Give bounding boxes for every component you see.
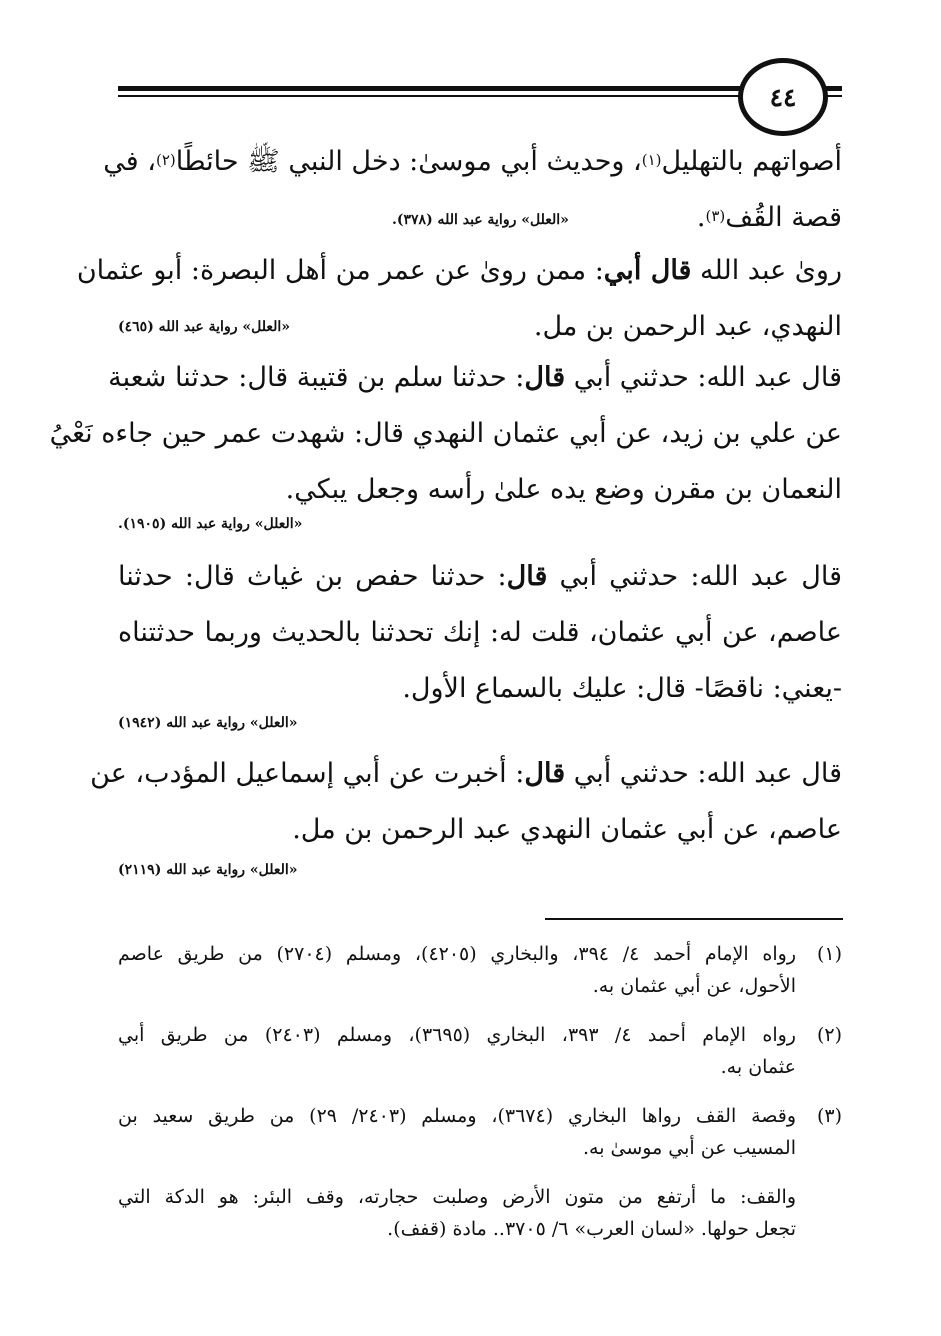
header-rule [118, 86, 748, 91]
paragraph-5 [90, 746, 842, 858]
text-line: قال عبد الله: حدثني أبي قال: حدثنا سلم بن قتيبة قال: حدثنا شعبة [108, 362, 842, 393]
text-line: أصواتهم بالتهليل$^{(١)}$، وحديث أبي موسىٰ: دخل النبي ﷺ حائطًا$^{(٢)}$، في [103, 146, 842, 177]
text-line: قصة القُف$^{(٣)}$. [696, 202, 842, 233]
paragraph-2 [76, 243, 842, 355]
footnote-line: وقصة القف رواها البخاري (٣٦٧٤)، ومسلم (٢٤٠٣/ ٢٩) من طريق سعيد بن [118, 1105, 796, 1127]
footnote-line: والقف: ما أرتفع من متون الأرض وصلبت حجارته، وقف البئر: هو الدكة التي [118, 1186, 796, 1208]
footnote-3-continuation [118, 1181, 842, 1245]
footnote-line: رواه الإمام أحمد ٤/ ٣٩٣، البخاري (٣٦٩٥)، ومسلم (٢٤٠٣) من طريق أبي [118, 1024, 796, 1046]
paragraph-4 [118, 549, 842, 717]
paragraph-3 [49, 350, 842, 518]
footnote-2 [118, 1019, 842, 1083]
text-line: عن علي بن زيد، عن أبي عثمان النهدي قال: شهدت عمر حين جاءه نَعْيُ [49, 418, 842, 449]
footnote-1 [118, 938, 842, 1002]
footnote-3 [118, 1100, 842, 1164]
text-line: قال عبد الله: حدثني أبي قال: حدثنا حفص بن غياث قال: حدثنا [118, 561, 842, 592]
footnote-line: عثمان به. [720, 1056, 796, 1078]
footnote-line: تجعل حولها. «لسان العرب» ٦/ ٣٧٠٥.. مادة (قفف). [387, 1218, 796, 1240]
text-line: رویٰ عبد الله قال أبي: ممن رویٰ عن عمر من أهل البصرة: أبو عثمان [76, 255, 842, 286]
footnote-line: الأحول، عن أبي عثمان به. [592, 975, 796, 997]
text-line: عاصم، عن أبي عثمان، قلت له: إنك تحدثنا بالحديث وربما حدثتناه [118, 617, 842, 648]
footnote-line: رواه الإمام أحمد ٤/ ٣٩٤، والبخاري (٤٢٠٥)، ومسلم (٢٧٠٤) من طريق عاصم [118, 943, 797, 965]
footnote-separator [545, 918, 843, 920]
text-line: النهدي، عبد الرحمن بن مل. [533, 311, 842, 342]
source-citation: «العلل» رواية عبد الله (٣٧٨). [392, 212, 569, 228]
source-citation: «العلل» رواية عبد الله (١٩٤٢) [118, 715, 298, 731]
source-citation: «العلل» رواية عبد الله (٤٦٥) [118, 319, 290, 335]
footnote-number: (١) [816, 943, 842, 965]
header-rule-thin [118, 95, 748, 97]
text-line: -يعني: ناقصًا- قال: عليك بالسماع الأول. [402, 673, 842, 704]
footnote-line: المسيب عن أبي موسىٰ به. [582, 1137, 796, 1159]
text-line: قال عبد الله: حدثني أبي قال: أخبرت عن أبي إسماعيل المؤدب، عن [90, 758, 842, 789]
page-number: ٤٤ [738, 58, 828, 136]
footnote-number: (٢) [816, 1024, 842, 1046]
text-line: عاصم، عن أبي عثمان النهدي عبد الرحمن بن مل. [292, 814, 842, 845]
footnote-number: (٣) [816, 1105, 842, 1127]
text-line: النعمان بن مقرن وضع يده علىٰ رأسه وجعل يبكي. [285, 474, 842, 505]
source-citation: «العلل» رواية عبد الله (٢١١٩) [118, 862, 298, 878]
source-citation: «العلل» رواية عبد الله (١٩٠٥). [118, 516, 303, 532]
